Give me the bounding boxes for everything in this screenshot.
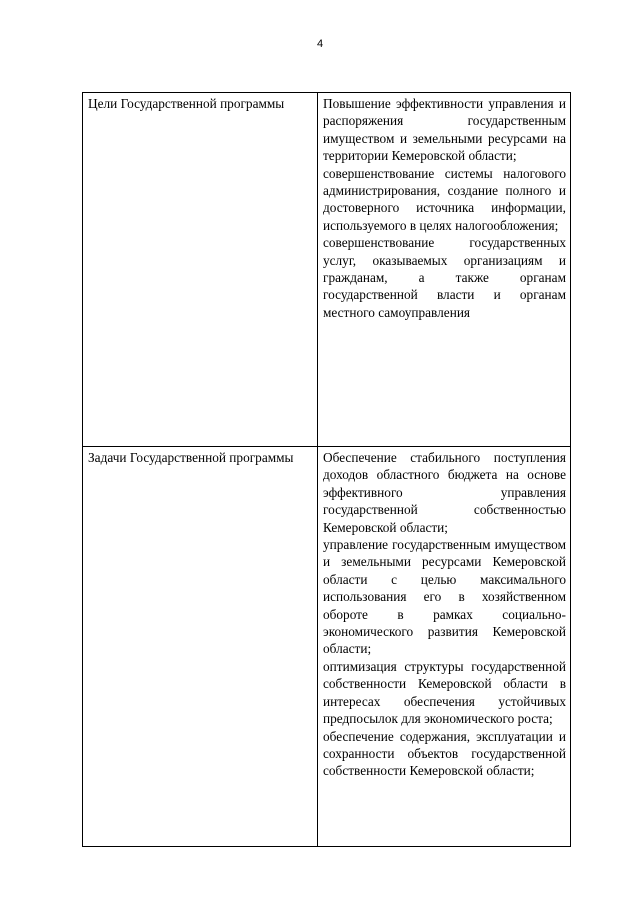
program-passport-table (82, 92, 571, 847)
task-item: управление государственным имуществом и земельными ресурсами Кемеровской области с целью максимального использования его в хозяйственном обороте в рамках социально-экономического развития Кемеровской области; (323, 537, 566, 657)
goal-item: совершенствование системы налогового администрирования, создание полного и достоверного источника информации, используемого в целях налогообложения; (323, 165, 566, 233)
page-number: 4 (316, 38, 324, 50)
row-label-tasks: Задачи Государственной программы (83, 447, 318, 847)
row-content-goals (318, 93, 571, 447)
goal-item: совершенствование государственных услуг, оказываемых организациям и гражданам, а также органам государственной власти и органам местного самоуправления (323, 235, 566, 320)
table-row-tasks (83, 447, 571, 847)
row-content-tasks (318, 447, 571, 847)
table-row-goals (83, 93, 571, 447)
goal-item: Повышение эффективности управления и распоряжения государственным имуществом и земельными ресурсами на территории Кемеровской области; (323, 96, 566, 164)
row-label-goals: Цели Государственной программы (83, 93, 318, 447)
task-item: оптимизация структуры государственной собственности Кемеровской области в интересах обеспечения устойчивых предпосылок для экономического роста; (323, 658, 566, 727)
task-item: обеспечение содержания, эксплуатации и сохранности объектов государственной собственности Кемеровской области; (323, 728, 566, 779)
task-item: Обеспечение стабильного поступления доходов областного бюджета на основе эффективного управления государственной собственностью Кемеровской области; (323, 450, 566, 535)
